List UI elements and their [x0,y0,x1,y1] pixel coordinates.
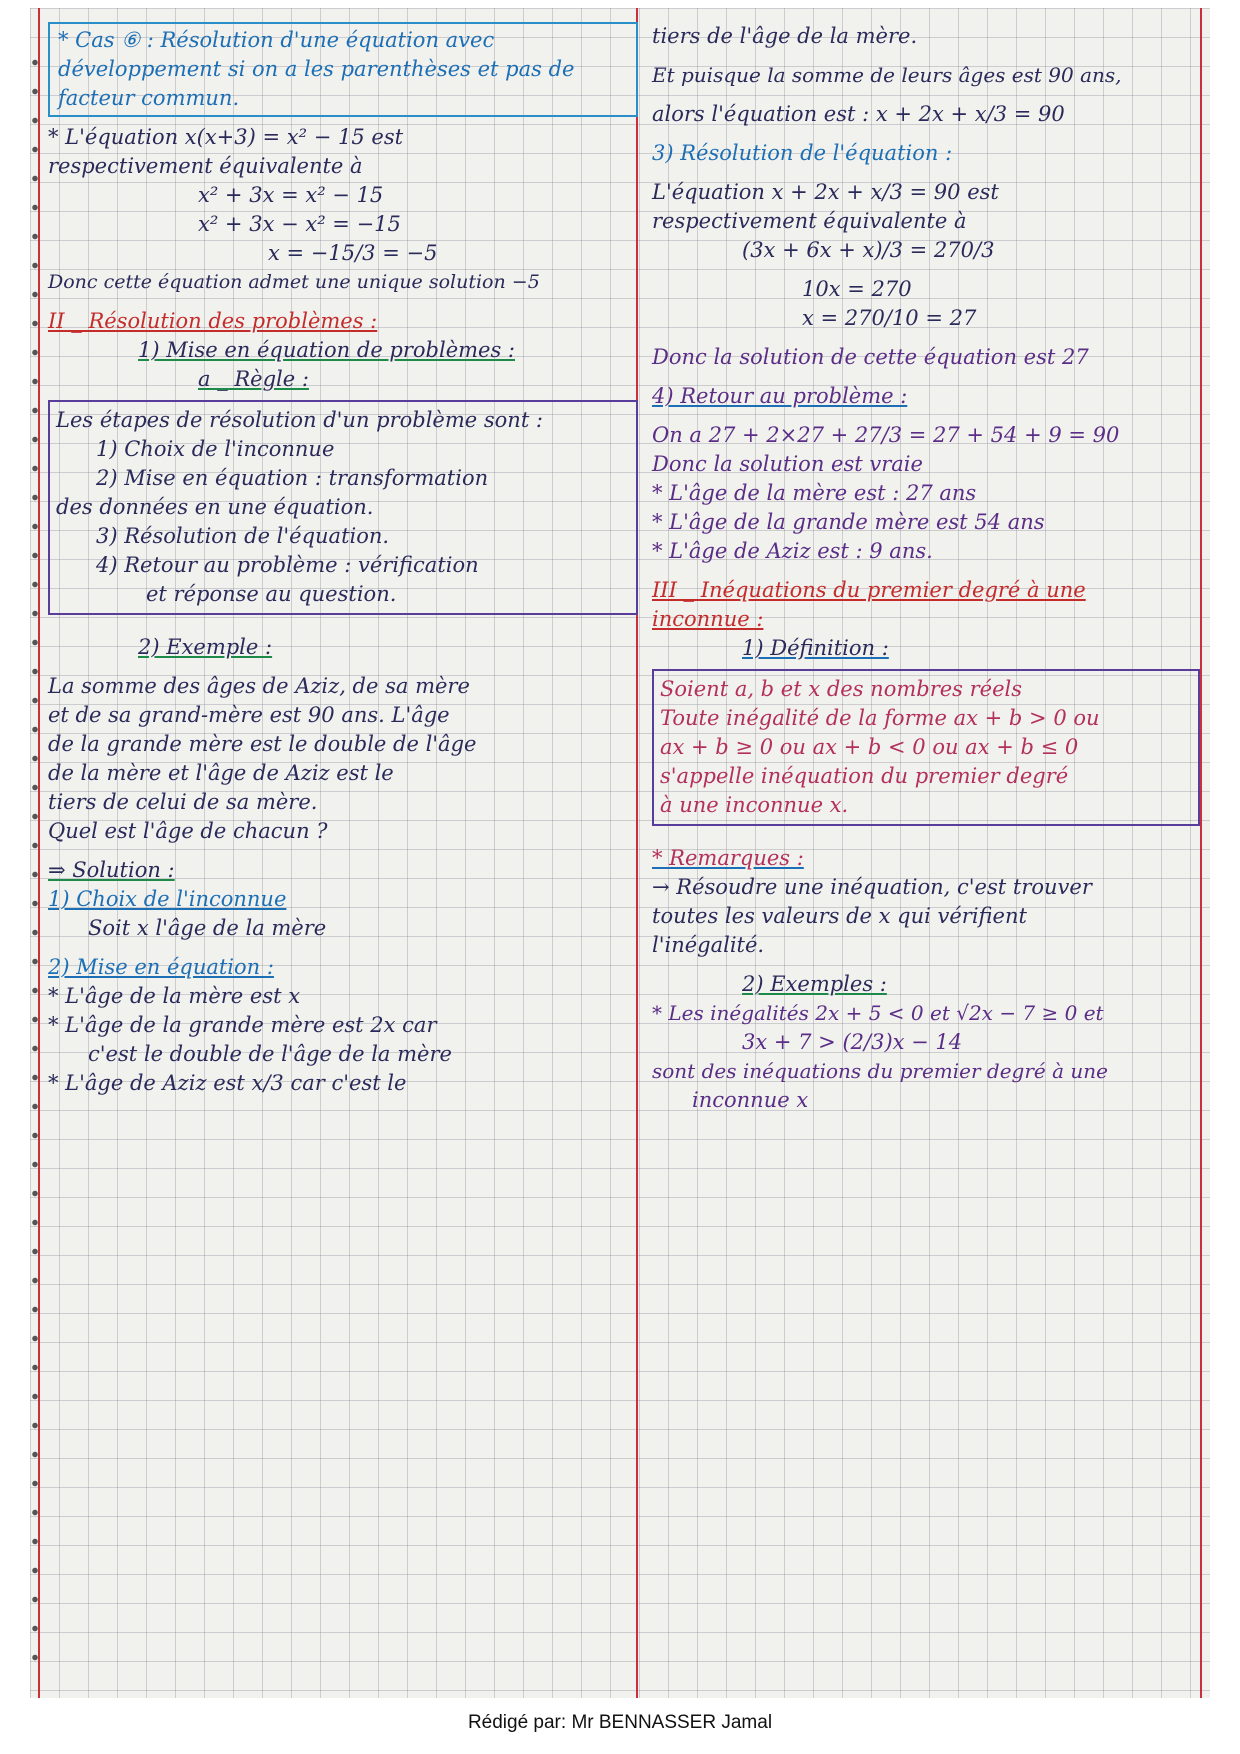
step-4-line-3: * L'âge de la mère est : 27 ans [652,481,977,505]
rule-line-4: des données en une équation. [56,495,374,519]
definition-line-5: à une inconnue x. [660,793,849,817]
examples-line-4: inconnue x [692,1088,809,1112]
step-3-math-1: (3x + 6x + x)/3 = 270/3 [742,238,995,262]
equation-step-1: x² + 3x = x² − 15 [198,183,384,207]
rule-line-5: 3) Résolution de l'équation. [96,524,390,548]
step-4-line-2: Donc la solution est vraie [652,452,923,476]
step-2-line-2: * L'âge de la grande mère est 2x car [48,1013,437,1037]
equation-intro-2: respectivement équivalente à [48,154,363,178]
left-column [48,22,638,1098]
problem-line-3: de la grande mère est le double de l'âge [48,732,477,756]
definition-box [652,669,1200,826]
step-1-text: Soit x l'âge de la mère [88,916,327,940]
examples-line-2: 3x + 7 > (2/3)x − 14 [742,1030,963,1054]
step-3-line-1: L'équation x + 2x + x/3 = 90 est [652,180,999,204]
equation-step-2: x² + 3x − x² = −15 [198,212,401,236]
step-3-conclusion: Donc la solution de cette équation est 27 [652,345,1089,369]
step-3-line-2: respectivement équivalente à [652,209,967,233]
step-1-title: 1) Choix de l'inconnue [48,887,287,911]
case6-line-3: facteur commun. [58,86,240,110]
section-3-title-2: inconnue : [652,607,764,631]
case6-box [48,22,638,117]
problem-question: Quel est l'âge de chacun ? [48,819,328,843]
remarks-line-2: toutes les valeurs de x qui vérifient [652,904,1027,928]
step-4-title: 4) Retour au problème : [652,384,908,408]
step-4-line-1: On a 27 + 2×27 + 27/3 = 27 + 54 + 9 = 90 [652,423,1120,447]
rule-line-3: 2) Mise en équation : transformation [96,466,489,490]
continuation-line-2: Et puisque la somme de leurs âges est 90 ans, [652,63,1122,87]
solution-title: ⇒ Solution : [48,858,175,882]
notebook-page [30,8,1210,1698]
step-3-math-2: 10x = 270 [802,277,912,301]
author-footer: Rédigé par: Mr BENNASSER Jamal [467,1712,773,1733]
step-4-line-5: * L'âge de Aziz est : 9 ans. [652,539,933,563]
step-2-line-4: * L'âge de Aziz est x/3 car c'est le [48,1071,407,1095]
equation-conclusion: Donc cette équation admet une unique solution −5 [48,271,540,293]
section-2-title: II _ Résolution des problèmes : [48,309,378,333]
definition-line-2: Toute inégalité de la forme ax + b > 0 ou [660,706,1100,730]
rule-line-2: 1) Choix de l'inconnue [96,437,335,461]
right-column [652,22,1200,1115]
definition-line-4: s'appelle inéquation du premier degré [660,764,1069,788]
equation-step-3: x = −15/3 = −5 [268,241,438,265]
definition-line-1: Soient a, b et x des nombres réels [660,677,1023,701]
problem-line-5: tiers de celui de sa mère. [48,790,318,814]
rule-line-1: Les étapes de résolution d'un problème sont : [56,408,544,432]
continuation-line-1: tiers de l'âge de la mère. [652,24,918,48]
step-2-title: 2) Mise en équation : [48,955,274,979]
problem-line-1: La somme des âges de Aziz, de sa mère [48,674,470,698]
definition-title: 1) Définition : [742,636,889,660]
step-2-line-3: c'est le double de l'âge de la mère [88,1042,452,1066]
step-3-math-3: x = 270/10 = 27 [802,306,977,330]
example-title: 2) Exemple : [138,635,273,659]
remarks-line-1: → Résoudre une inéquation, c'est trouver [652,875,1092,899]
remarks-line-3: l'inégalité. [652,933,765,957]
examples-line-1: * Les inégalités 2x + 5 < 0 et √2x − 7 ≥ 0 et [652,1001,1104,1025]
continuation-line-3: alors l'équation est : x + 2x + x/3 = 90 [652,102,1065,126]
rule-line-7: et réponse au question. [146,582,397,606]
examples-line-3: sont des inéquations du premier degré à une [652,1059,1108,1083]
definition-line-3: ax + b ≥ 0 ou ax + b < 0 ou ax + b ≤ 0 [660,735,1079,759]
equation-intro: * L'équation x(x+3) = x² − 15 est [48,125,404,149]
rule-title: a _ Règle : [198,367,309,391]
case6-line-1: * Cas ⑥ : Résolution d'une équation avec [58,28,495,52]
left-margin-line [38,8,40,1698]
step-3-title: 3) Résolution de l'équation : [652,141,953,165]
case6-line-2: développement si on a les parenthèses et pas de [58,57,575,81]
section-3-title: III _ Inéquations du premier degré à une [652,578,1086,602]
rule-box [48,400,638,615]
examples-title: 2) Exemples : [742,972,887,996]
remarks-title: * Remarques : [652,846,804,870]
step-2-line-1: * L'âge de la mère est x [48,984,301,1008]
subsection-1-title: 1) Mise en équation de problèmes : [138,338,515,362]
step-4-line-4: * L'âge de la grande mère est 54 ans [652,510,1045,534]
problem-line-2: et de sa grand-mère est 90 ans. L'âge [48,703,450,727]
rule-line-6: 4) Retour au problème : vérification [96,553,479,577]
right-margin-line [1200,8,1202,1698]
problem-line-4: de la mère et l'âge de Aziz est le [48,761,394,785]
